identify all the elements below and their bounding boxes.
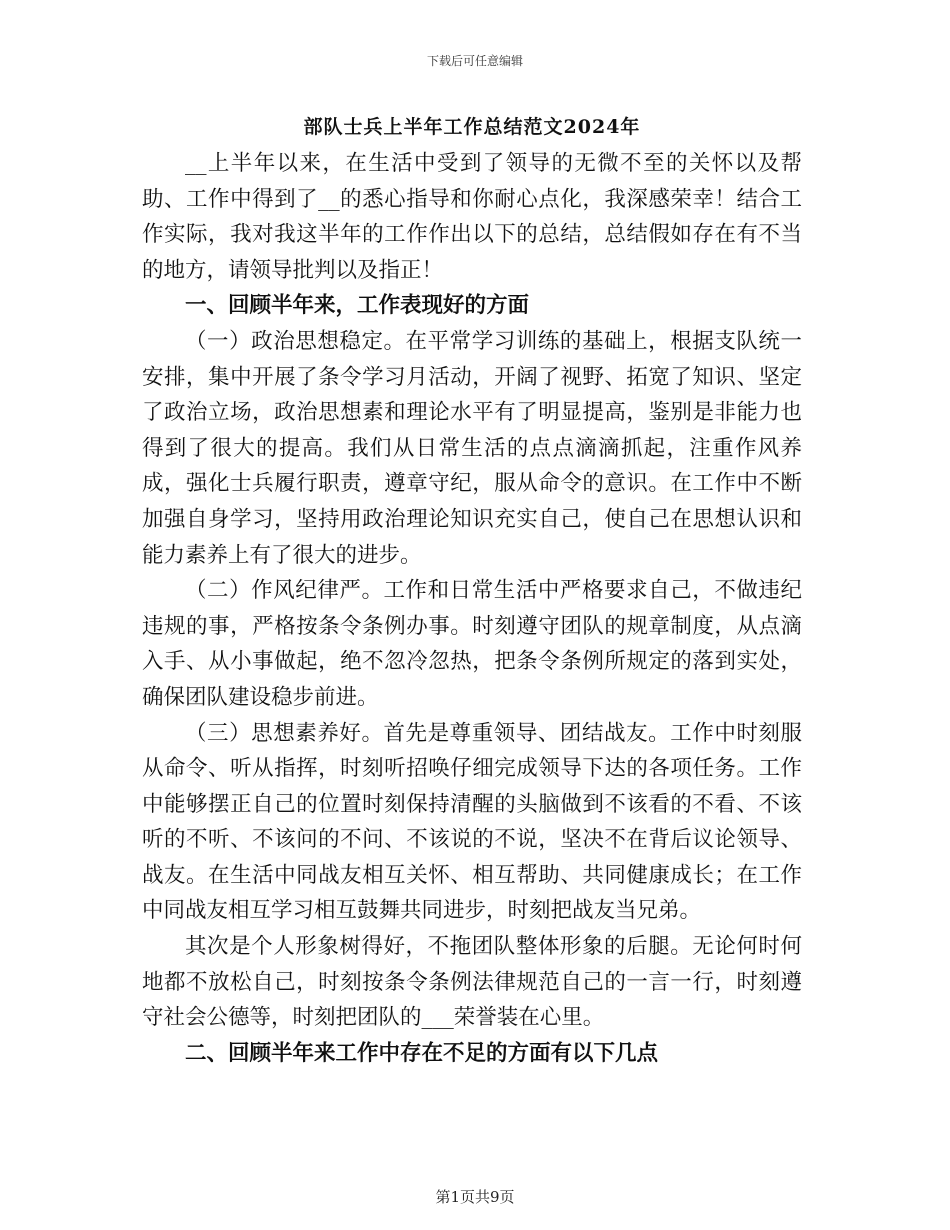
- section-heading-2: 二、回顾半年来工作中存在不足的方面有以下几点: [185, 1040, 659, 1066]
- header-note: 下载后可任意编辑: [426, 54, 523, 68]
- paragraph-image: 其次是个人形象树得好，不拖团队整体形象的后腿。无论何时何地都不放松自己，时刻按条令条例法律规范自己的一言一行，时刻遵守社会公德等，时刻把团队的___荣誉装在心里。: [142, 934, 802, 1031]
- paragraph-discipline: （二）作风纪律严。工作和日常生活中严格要求自己，不做违纪违规的事，严格按条令条例办事。时刻遵守团队的规章制度，从点滴入手、从小事做起，绝不忽冷忽热，把条令条例所规定的落到实处，确保团队建设稳步前进。: [142, 578, 802, 710]
- document-title: 部队士兵上半年工作总结范文2024年: [303, 116, 641, 138]
- section-heading-1: 一、回顾半年来，工作表现好的方面: [185, 293, 530, 319]
- paragraph-intro: __上半年以来，在生活中受到了领导的无微不至的关怀以及帮助、工作中得到了__的悉心指导和你耐心点化，我深感荣幸！结合工作实际，我对我这半年的工作作出以下的总结，总结假如存在有不当的地方，请领导批判以及指正！: [142, 151, 802, 283]
- paragraph-political: （一）政治思想稳定。在平常学习训练的基础上，根据支队统一安排，集中开展了条令学习月活动，开阔了视野、拓宽了知识、坚定了政治立场，政治思想素和理论水平有了明显提高，鉴别是非能力也得到了很大的提高。我们从日常生活的点点滴滴抓起，注重作风养成，强化士兵履行职责，遵章守纪，服从命令的意识。在工作中不断加强自身学习，坚持用政治理论知识充实自己，使自己在思想认识和能力素养上有了很大的进步。: [142, 328, 802, 568]
- document-body: [142, 112, 802, 1071]
- page-number: 第1页共9页: [435, 1188, 515, 1206]
- paragraph-quality: （三）思想素养好。首先是尊重领导、团结战友。工作中时刻服从命令、听从指挥，时刻听招唤仔细完成领导下达的各项任务。工作中能够摆正自己的位置时刻保持清醒的头脑做到不该看的不看、不该听的不听、不该问的不问、不该说的不说，坚决不在背后议论领导、战友。在生活中同战友相互关怀、相互帮助、共同健康成长；在工作中同战友相互学习相互鼓舞共同进步，时刻把战友当兄弟。: [142, 720, 802, 924]
